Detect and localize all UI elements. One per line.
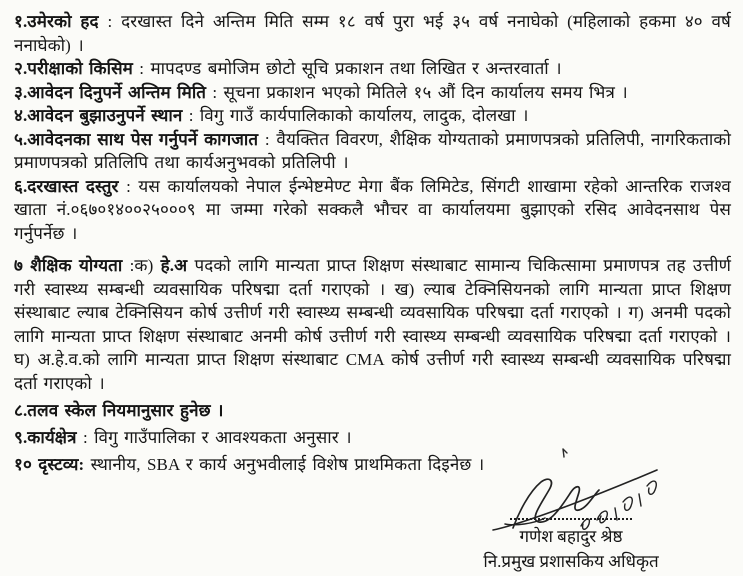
point-label: ९.कार्यक्षेत्र	[14, 427, 77, 447]
point-label: ८.तलव स्केल नियमानुसार हुनेछ ।	[14, 401, 224, 420]
point-text: पदको लागि मान्यता प्राप्त शिक्षण संस्थाबाट सामान्य चिकित्सामा प्रमाणपत्र तह उत्तीर्ण गरी स्वास्थ्य सम्बन्धी व्यवसायिक परिषद्मा दर्ता गराएको । ख) ल्याब टेक्निसियनको लागि मान्यता प्राप्त शिक्षण संस्थाबाट ल्याब टेक्निसियन कोर्ष उत्तीर्ण गरी स्वास्थ्य सम्बन्धी व्यवसायिक परिषद्मा दर्ता गराएको । ग) अनमी पदको लागि मान्यता प्राप्त शिक्षण संस्थाबाट अनमी कोर्ष उत्तीर्ण गरी स्वास्थ्य सम्बन्धी व्यवसायिक परिषद्मा दर्ता गराएको । घ) अ.हे.व.को लागि मान्यता प्राप्त शिक्षण संस्थाबाट CMA कोर्ष उत्तीर्ण गरी स्वास्थ्य सम्बन्धी व्यवसायिक परिषद्मा दर्ता गराएको ।	[14, 256, 731, 393]
point-9-work-area	[14, 426, 731, 450]
signature-block	[471, 468, 671, 572]
point-text: : दरखास्त दिने अन्तिम मिति सम्म १८ वर्ष पुरा भई ३५ वर्ष ननाघेको (महिलाको हकमा ४० वर्ष ननाघेको) ।	[14, 12, 731, 55]
point-text: स्थानीय, SBA र कार्य अनुभवीलाई विशेष प्राथमिकता दिइनेछ ।	[84, 454, 485, 474]
signatory-title: नि.प्रमुख प्रशासकिय अधिकृत	[483, 552, 659, 571]
signature-dotted-line	[510, 518, 632, 520]
point-label: २.परीक्षाको किसिम	[14, 59, 133, 78]
point-text: : वैयक्तित विवरण, शैक्षिक योग्यताको प्रमाणपत्रको प्रतिलिपी, नागरिकताको प्रमाणपत्रको प्रतिलिपि तथा कार्यअनुभवको प्रतिलिपी ।	[14, 129, 731, 172]
point-6-fee	[14, 175, 731, 246]
point-text: : सूचना प्रकाशन भएको मितिले १५ औं दिन कार्यालय समय भित्र ।	[206, 82, 628, 102]
signatory-name: गणेश बहादुर श्रेष्ठ	[519, 527, 623, 546]
point-label: १० दृस्टव्य:	[14, 454, 85, 474]
point-text: :क)	[122, 256, 161, 275]
point-text: : यस कार्यालयको नेपाल ईन्भेष्टमेण्ट मेगा बैंक लिमिटेड, सिंगटी शाखामा रहेको आन्तरिक राजश्व खाता नं.०६७०१४००२५०००९ मा जम्मा गरेको सक्कलै भौचर वा कार्यालयमा बुझाएको रसिद आवेदनसाथ पेस गर्नुपर्नेछ ।	[14, 176, 731, 243]
point-text: : मापदण्ड बमोजिम छोटो सूचि प्रकाशन तथा लिखित र अन्तरवार्ता ।	[132, 59, 562, 78]
point-4-submission-place	[14, 104, 731, 128]
point-8-salary	[14, 399, 731, 423]
point-text: : विगु गाउँ कार्यपालिकाको कार्यालय, लादुक, दोलखा ।	[182, 106, 529, 125]
point-text: : विगु गाउँपालिका र आवश्यकता अनुसार ।	[76, 427, 352, 447]
point-5-documents	[14, 128, 731, 175]
point-label: ४.आवेदन बुझाउनुपर्ने स्थान	[14, 106, 183, 125]
ink-mark	[561, 447, 569, 465]
point-label: ७ शैक्षिक योग्यता	[14, 256, 123, 275]
point-7-qualification	[14, 254, 731, 395]
point-label: ५.आवेदनका साथ पेस गर्नुपर्ने कागजात	[14, 129, 259, 149]
point-label: हे.अ	[160, 256, 188, 275]
point-label: ६.दरखास्त दस्तुर	[14, 176, 119, 196]
point-2-exam-type	[14, 57, 731, 81]
point-label: १.उमेरको हद	[14, 12, 99, 31]
point-3-deadline	[14, 81, 731, 105]
point-label: ३.आवेदन दिनुपर्ने अन्तिम मिति	[14, 82, 207, 102]
point-1-age-limit	[14, 10, 731, 57]
